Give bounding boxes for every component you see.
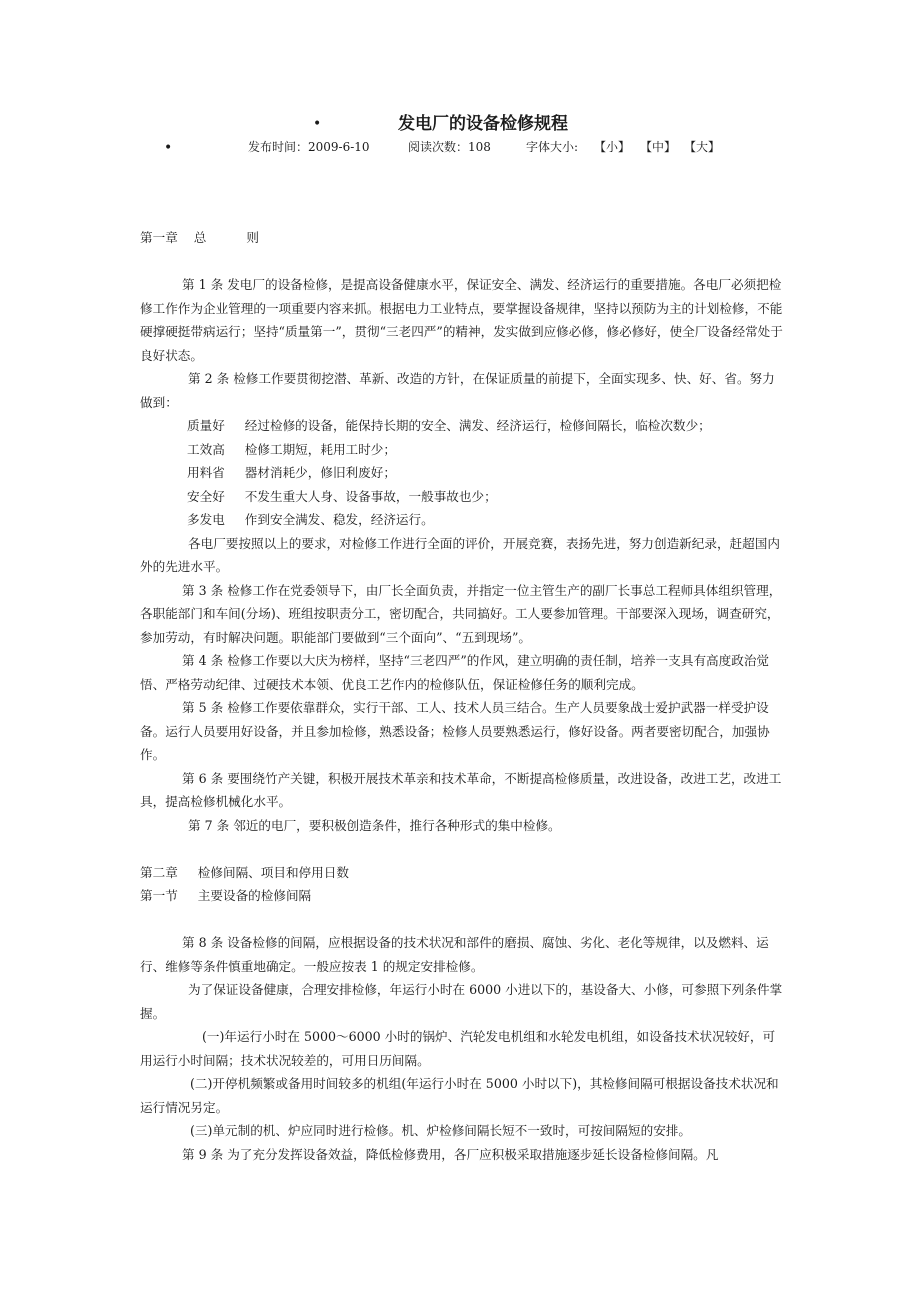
font-size-label: 字体大小: [526, 140, 579, 154]
article-7: 第 7 条 邻近的电厂，要积极创造条件，推行各种形式的集中检修。 [188, 817, 561, 833]
article-5: 第 5 条 检修工作要依靠群众，实行干部、工人、技术人员三结合。生产人员要象战士爱护武器一样受护设备。运行人员要用好设备，并且参加检修，熟悉设备；检修人员要熟悉运行，修好设备。两者要密切配合，加强协作。 [140, 700, 770, 762]
read-count: 阅读次数：108 [408, 140, 491, 154]
section-heading: 第一节 主要设备的检修间隔 [140, 888, 312, 903]
article-8: 第 8 条 设备检修的间隔，应根据设备的技术状况和部件的磨损、腐蚀、劣化、老化等规律，以及燃料、运行、维修等条件慎重地确定。一般应按表 1 的规定安排检修。 [140, 935, 769, 974]
title-row [0, 112, 920, 136]
article-2-tail: 各电厂要按照以上的要求，对检修工作进行全面的评价，开展竞赛，表扬先进，努力创造新纪录，赶超国内外的先进水平。 [140, 535, 780, 574]
article-9: 第 9 条 为了充分发挥设备效益，降低检修费用，各厂应积极采取措施逐步延长设备检修间隔。凡 [182, 1146, 719, 1162]
bullet-icon: • [313, 116, 322, 132]
article-meta [0, 136, 920, 158]
font-size-large-link[interactable]: 【大】 [684, 140, 721, 154]
condition-1: (一)年运行小时在 5000～6000 小时的锅炉、汽轮发电机组和水轮发电机组，如设备技术状况较好，可用运行小时间隔；技术状况较差的，可用日历间隔。 [140, 1029, 776, 1068]
chapter-heading: 第二章 检修间隔、项目和停用日数 [140, 864, 349, 880]
list-item: 工效高 检修工期短，耗用工时少； [187, 441, 396, 457]
article-6: 第 6 条 要围绕竹产关键，积极开展技术革亲和技术革命，不断提高检修质量，改进设备，改进工艺，改进工具，提高检修机械化水平。 [140, 770, 782, 809]
article-2: 第 2 条 检修工作要贯彻挖潜、革新、改造的方针，在保证质量的前提下，全面实现多、快、好、省。努力做到： [140, 371, 775, 410]
font-size-small-link[interactable]: 【小】 [594, 140, 631, 154]
list-item: 质量好 经过检修的设备，能保持长期的安全、满发、经济运行，检修间隔长，临检次数少； [187, 418, 711, 433]
chapter-heading: 第一章 总 则 [140, 230, 260, 245]
page-title: 发电厂的设备检修规程 [398, 114, 568, 134]
article-3: 第 3 条 检修工作在党委领导下，由厂长全面负责，并指定一位主管生产的副厂长事总工程师具体组织管理，各职能部门和车间(分场)、班组按职责分工，密切配合，共同搞好。工人要参加管理。干部要深入现场，调查研究，参加劳动，有时解决问题。职能部门要做到“三个面向”、“五到现场”。 [140, 582, 782, 645]
article-4: 第 4 条 检修工作要以大庆为榜样，坚持“三老四严”的作风，建立明确的责任制，培养一支具有高度政治觉悟、严格劳动纪律、过硬技术本领、优良工艺作内的检修队伍，保证检修任务的顺利完成。 [140, 653, 770, 692]
list-item: 多发电 作到安全满发、稳发，经济运行。 [187, 512, 434, 527]
article-8-paragraph: 为了保证设备健康，合理安排检修，年运行小时在 6000 小进以下的，基设备大、小修，可参照下列条件掌握。 [140, 982, 783, 1021]
publish-time: 发布时间：2009-6-10 [248, 140, 370, 154]
article-1: 第 1 条 发电厂的设备检修，是提高设备健康水平，保证安全、满发、经济运行的重要措施。各电厂必须把检修工作作为企业管理的一项重要内容来抓。根据电力工业特点，要掌握设备规律，坚持以预防为主的计划检修，不能硬撑硬挺带病运行；坚持“质量第一”，贯彻“三老四严”的精神，发实做到应修必修，修必修好，使全厂设备经常处于良好状态。 [140, 277, 783, 363]
list-item: 用料省 器材消耗少，修旧利废好； [187, 465, 396, 480]
article-body [140, 226, 785, 1166]
condition-2: (二)开停机频繁或备用时间较多的机组(年运行小时在 5000 小时以下)，其检修间隔可根据设备技术状况和运行情况另定。 [140, 1076, 779, 1115]
font-size-medium-link[interactable]: 【中】 [640, 140, 677, 154]
list-item: 安全好 不发生重大人身、设备事故，一般事故也少； [187, 488, 497, 504]
condition-3: (三)单元制的机、炉应同时进行检修。机、炉检修间隔长短不一致时，可按间隔短的安排。 [190, 1123, 691, 1138]
bullet-icon: • [164, 140, 173, 156]
